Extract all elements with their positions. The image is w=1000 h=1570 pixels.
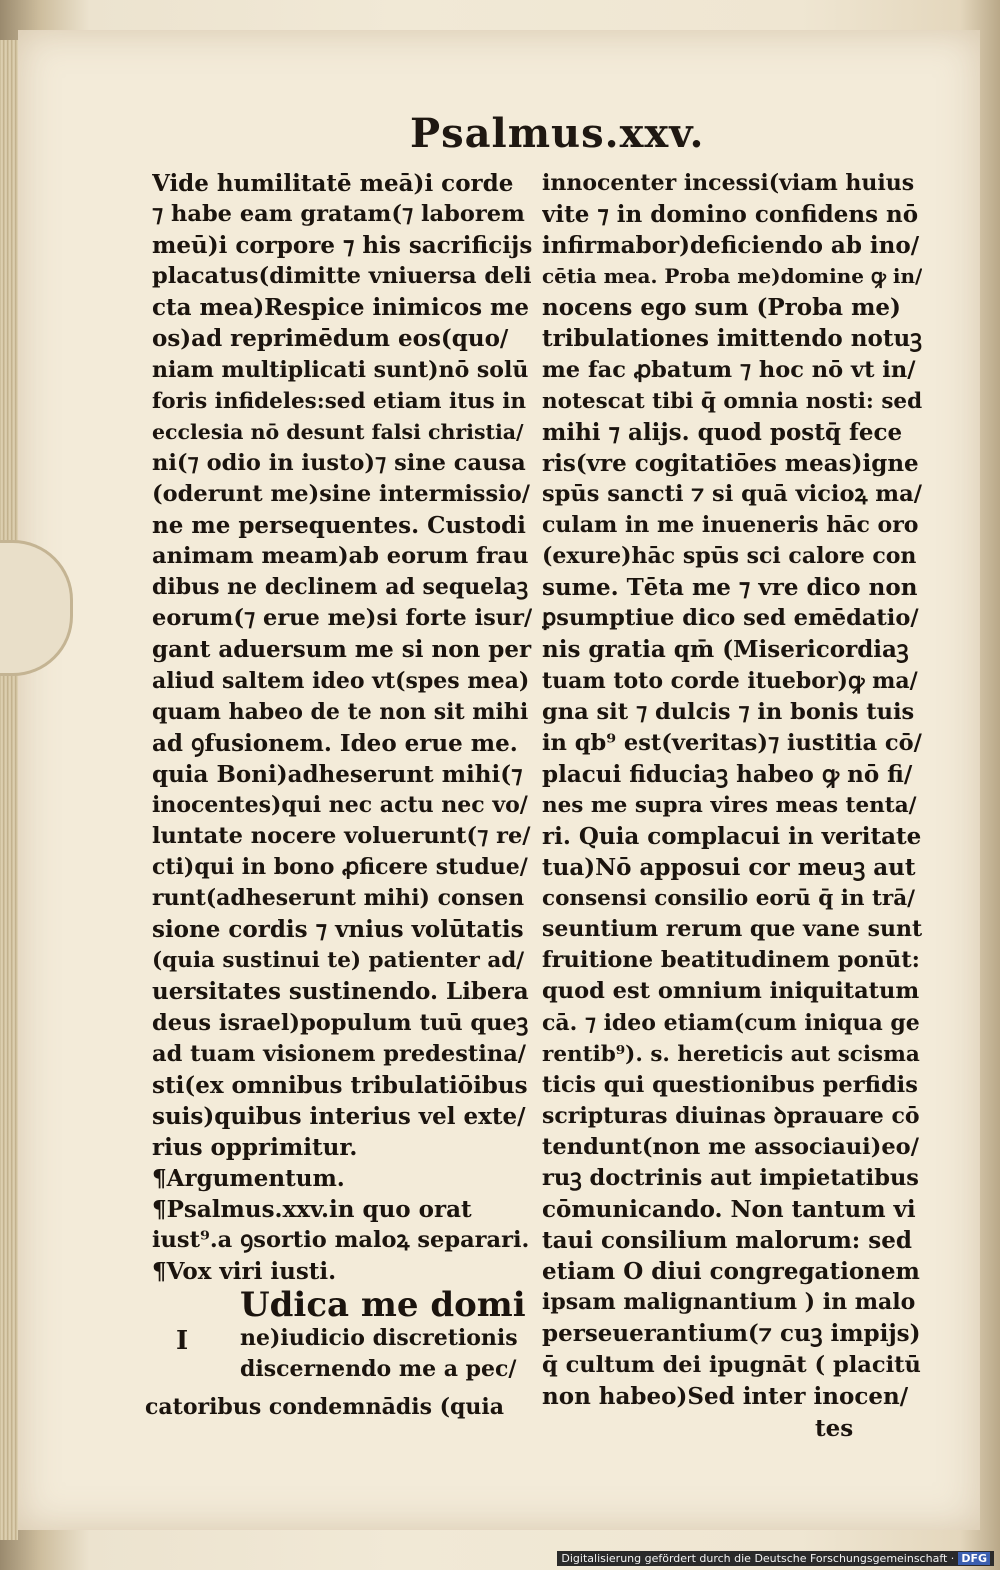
- text-line: etiam O diui congregationem: [542, 1258, 920, 1286]
- digitization-footer: [557, 1551, 994, 1566]
- text-line: nocens ego sum (Proba me): [542, 294, 901, 322]
- text-line: cētia mea. Proba me)domine ꝙ in/: [542, 264, 922, 289]
- running-head: Psalmus.xxv.: [410, 110, 705, 157]
- text-line: dibus ne declinem ad sequelaꝫ: [152, 574, 529, 601]
- text-line: consensi consilio eorū q̄ in trā/: [542, 886, 916, 912]
- text-line: ris(vre cogitatiōes meas)igne: [542, 449, 919, 477]
- text-line: ad ꝯfusionem. Ideo erue me.: [152, 729, 518, 757]
- text-line: (exure)hāc spūs sci calore con: [542, 543, 917, 570]
- text-line: ¶Psalmus.xxv.in quo orat: [152, 1196, 472, 1224]
- text-line: infirmabor)deficiendo ab ino/: [542, 232, 920, 260]
- text-line: tua)Nō apposui cor meuꝫ aut: [542, 854, 916, 882]
- text-line: ¶Argumentum.: [152, 1165, 345, 1192]
- text-line: perseuerantium(⁊ cuꝫ impijs): [542, 1320, 921, 1348]
- text-line: (oderunt me)sine intermissio/: [152, 480, 530, 507]
- left-column: [152, 168, 532, 1287]
- text-line: ꝑsumptiue dico sed emēdatio/: [542, 605, 919, 632]
- text-line: spūs sancti ⁊ si quā vicioꝝ ma/: [542, 480, 922, 507]
- text-line: rius opprimitur.: [152, 1133, 358, 1161]
- text-line: nis gratia qm̄ (Misericordiaꝫ: [542, 636, 909, 664]
- text-line: culam in me inueneris hāc oro: [542, 512, 919, 539]
- text-line: rentib⁹). s. hereticis aut scisma: [542, 1041, 920, 1067]
- text-line: discernendo me a pec/: [240, 1356, 517, 1383]
- text-line: (quia sustinui te) patienter ad/: [152, 948, 525, 974]
- text-line: tribulationes imittendo notuꝫ: [542, 325, 922, 353]
- footer-text: Digitalisierung gefördert durch die Deutsche Forschungsgemeinschaft ·: [561, 1552, 955, 1565]
- text-line: os)ad reprimēdum eos(quo/: [152, 325, 509, 353]
- text-line: Vide humilitatē meā)i corde: [152, 170, 514, 197]
- text-line: ¶Vox viri iusti.: [152, 1258, 337, 1286]
- text-line: placui fiduciaꝫ habeo ꝙ nō fi/: [542, 760, 913, 788]
- text-line: fruitione beatitudinem ponūt:: [542, 947, 920, 974]
- text-line: ⁊ habe eam gratam(⁊ laborem: [152, 201, 525, 228]
- text-line: uersitates sustinendo. Libera: [152, 978, 529, 1006]
- text-line: taui consilium malorum: sed: [542, 1227, 912, 1255]
- text-line: notescat tibi q̄ omnia nosti: sed: [542, 388, 922, 414]
- text-line: ipsam malignantium ) in malo: [542, 1289, 916, 1316]
- psalm-incipit: Udica me domi: [240, 1285, 526, 1325]
- text-line: runt(adheserunt mihi) consen: [152, 885, 525, 912]
- text-line: iust⁹.a ꝯsortio maloꝝ separari.: [152, 1227, 530, 1254]
- left-column-last-line: [145, 1392, 535, 1423]
- text-line: aliud saltem ideo vt(spes mea): [152, 667, 530, 694]
- text-line: nes me supra vires meas tenta/: [542, 792, 917, 818]
- text-line: ni(⁊ odio in iusto)⁊ sine causa: [152, 449, 526, 476]
- text-line: gna sit ⁊ dulcis ⁊ in bonis tuis: [542, 698, 915, 725]
- text-line: tuam toto corde ituebor)ꝙ ma/: [542, 667, 918, 694]
- text-line: suis)quibus interius vel exte/: [152, 1102, 526, 1130]
- text-line: vite ⁊ in domino confidens nō: [542, 201, 919, 229]
- text-line: ruꝫ doctrinis aut impietatibus: [542, 1165, 919, 1191]
- text-line: luntate nocere voluerunt(⁊ re/: [152, 822, 531, 849]
- text-line: mihi ⁊ alijs. quod postq̄ fece: [542, 418, 903, 446]
- initial-letter: I: [176, 1326, 189, 1356]
- text-line: ri. Quia complacui in veritate: [542, 822, 922, 850]
- text-line: meū)i corpore ⁊ his sacrificijs: [152, 232, 532, 260]
- text-line: innocenter incessi(viam huius: [542, 170, 915, 196]
- text-line: non habeo)Sed inter inocen/: [542, 1382, 909, 1410]
- text-line: in qb⁹ est(veritas)⁊ iustitia cō/: [542, 729, 922, 756]
- text-line: cōmunicando. Non tantum vi: [542, 1196, 916, 1224]
- text-line: q̄ cultum dei ipugnāt ( placitū: [542, 1351, 921, 1378]
- text-line: sti(ex omnibus tribulatiōibus: [152, 1071, 528, 1099]
- right-column: [542, 168, 922, 1412]
- text-line: quia Boni)adheserunt mihi(⁊: [152, 760, 523, 788]
- text-line: foris infideles:sed etiam itus in: [152, 388, 527, 414]
- left-column-tail: [240, 1323, 540, 1385]
- text-line: scripturas diuinas ꝺprauare cō: [542, 1102, 920, 1129]
- text-line: seuntium rerum que vane sunt: [542, 916, 922, 943]
- text-line: gant aduersum me si non per: [152, 636, 532, 664]
- text-line: ne)iudicio discretionis: [240, 1325, 518, 1351]
- text-line: ne me persequentes. Custodi: [152, 512, 526, 540]
- text-line: eorum(⁊ erue me)si forte isur/: [152, 605, 532, 632]
- text-line: ecclesia nō desunt falsi christia/: [152, 419, 524, 444]
- text-line: sione cordis ⁊ vnius volūtatis: [152, 916, 524, 944]
- text-line: ticis qui questionibus perfidis: [542, 1071, 918, 1098]
- text-line: quod est omnium iniquitatum: [542, 978, 920, 1005]
- book-edge: [0, 40, 18, 1540]
- text-line: catoribus condemnādis (quia: [145, 1394, 505, 1420]
- catchword: tes: [815, 1415, 854, 1442]
- text-line: inocentes)qui nec actu nec vo/: [152, 791, 528, 818]
- dfg-logo: DFG: [958, 1552, 990, 1565]
- text-line: animam meam)ab eorum frau: [152, 543, 529, 570]
- text-line: deus israel)populum tuū queꝫ: [152, 1009, 529, 1036]
- text-line: cta mea)Respice inimicos me: [152, 294, 529, 322]
- text-line: cti)qui in bono ꝓficere studue/: [152, 854, 528, 881]
- text-line: me fac ꝓbatum ⁊ hoc nō vt in/: [542, 356, 916, 383]
- text-line: cā. ⁊ ideo etiam(cum iniqua ge: [542, 1009, 920, 1036]
- text-line: niam multiplicati sunt)nō solū: [152, 356, 529, 383]
- text-line: placatus(dimitte vniuersa deli: [152, 263, 532, 290]
- text-line: ad tuam visionem predestina/: [152, 1040, 526, 1067]
- text-line: quam habeo de te non sit mihi: [152, 698, 529, 725]
- text-line: sume. Tēta me ⁊ vre dico non: [542, 574, 918, 602]
- text-line: tendunt(non me associaui)eo/: [542, 1133, 919, 1160]
